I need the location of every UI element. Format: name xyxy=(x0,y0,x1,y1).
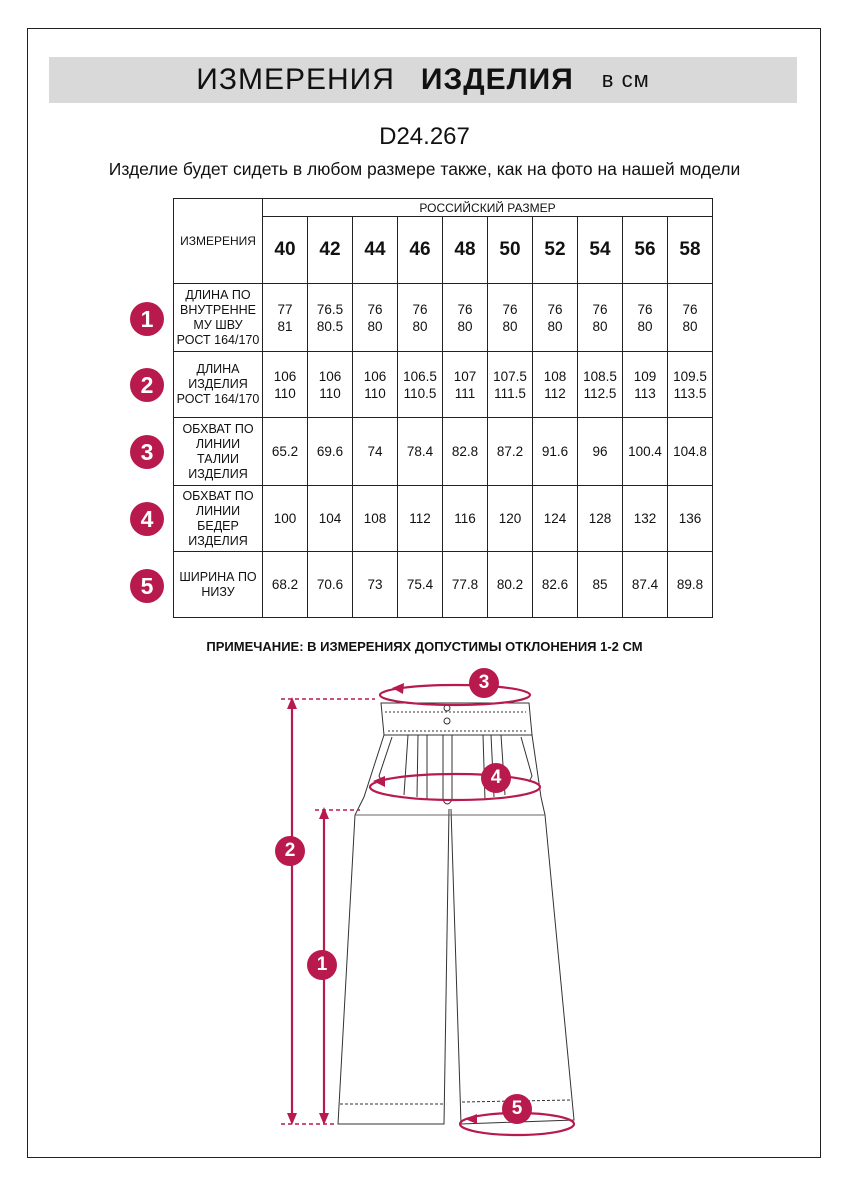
value-line: 91.6 xyxy=(541,444,569,459)
value-line: 109 xyxy=(633,368,657,384)
value-line: 112.5 xyxy=(583,385,617,401)
value-line: 80 xyxy=(547,318,563,334)
size-header: 44 xyxy=(353,217,398,284)
value-line: 110 xyxy=(319,385,341,401)
row-label-line: ИЗДЕЛИЯ xyxy=(188,533,248,548)
size-header: 56 xyxy=(623,217,668,284)
value-line: 120 xyxy=(498,511,522,526)
value-line: 76 xyxy=(412,301,428,317)
title-regular: ИЗМЕРЕНИЯ xyxy=(196,63,395,96)
row-label-line: БЕДЕР xyxy=(197,518,239,533)
value-line: 74 xyxy=(367,444,383,459)
size-header: 52 xyxy=(533,217,578,284)
value-line: 76 xyxy=(682,301,698,317)
value-line: 76 xyxy=(502,301,518,317)
product-code: D24.267 xyxy=(379,123,470,150)
row-label-line: ЛИНИИ xyxy=(195,436,241,451)
value-line: 112 xyxy=(544,385,566,401)
size-header: 54 xyxy=(578,217,623,284)
row-number-badge: 2 xyxy=(130,368,164,402)
size-header: 50 xyxy=(488,217,533,284)
size-header: 48 xyxy=(443,217,488,284)
row-label-line: ОБХВАТ ПО xyxy=(182,488,254,503)
value-line: 124 xyxy=(543,511,567,526)
value-line: 76.5 xyxy=(316,301,344,317)
value-line: 110 xyxy=(364,385,386,401)
value-line: 77 xyxy=(277,301,293,317)
arrow-heads xyxy=(287,683,477,1125)
value-line: 112 xyxy=(409,511,431,526)
diagram-marker: 5 xyxy=(502,1094,532,1124)
measure-header: ИЗМЕРЕНИЯ xyxy=(174,199,263,284)
row-label-line: МУ ШВУ xyxy=(193,317,243,332)
size-header: 46 xyxy=(398,217,443,284)
value-line: 80.2 xyxy=(496,577,524,592)
row-label-line: ДЛИНА xyxy=(196,362,240,376)
value-line: 87.4 xyxy=(631,577,659,592)
value-line: 80.5 xyxy=(316,318,344,334)
diagram-marker: 4 xyxy=(481,763,511,793)
value-line: 107.5 xyxy=(493,368,527,384)
value-line: 89.8 xyxy=(676,577,704,592)
value-line: 108 xyxy=(543,368,567,384)
value-line: 116 xyxy=(454,511,476,526)
value-line: 80 xyxy=(367,318,383,334)
row-number-badge: 5 xyxy=(130,569,164,603)
value-line: 109.5 xyxy=(673,368,707,384)
row-label-line: ВНУТРЕННЕ xyxy=(179,302,256,317)
row-label-line: РОСТ 164/170 xyxy=(176,332,260,347)
value-line: 111.5 xyxy=(494,385,526,401)
value-line: 111 xyxy=(454,385,476,401)
value-line: 106 xyxy=(318,368,342,384)
value-line: 70.6 xyxy=(316,577,344,592)
value-line: 96 xyxy=(592,444,608,459)
size-group-header: РОССИЙСКИЙ РАЗМЕР xyxy=(263,199,713,217)
value-line: 75.4 xyxy=(406,577,434,592)
value-line: 76 xyxy=(367,301,383,317)
value-line: 108 xyxy=(363,511,387,526)
value-line: 106 xyxy=(363,368,387,384)
row-label-line: ДЛИНА ПО xyxy=(185,287,251,302)
value-line: 78.4 xyxy=(406,444,434,459)
row-label-line: ТАЛИИ xyxy=(196,451,239,466)
diagram-marker: 1 xyxy=(307,950,337,980)
title-unit: в см xyxy=(601,67,650,92)
note: ПРИМЕЧАНИЕ: В ИЗМЕРЕНИЯХ ДОПУСТИМЫ ОТКЛОНЕНИЯ 1-2 СМ xyxy=(206,639,643,654)
value-line: 107 xyxy=(453,368,477,384)
value-line: 136 xyxy=(678,511,702,526)
value-line: 82.8 xyxy=(451,444,479,459)
value-line: 80 xyxy=(502,318,518,334)
value-line: 132 xyxy=(633,511,657,526)
value-line: 128 xyxy=(588,511,612,526)
value-line: 110.5 xyxy=(403,385,437,401)
size-header: 42 xyxy=(308,217,353,284)
value-line: 113 xyxy=(634,385,656,401)
value-line: 80 xyxy=(412,318,428,334)
row-label-line: ЛИНИИ xyxy=(195,503,241,518)
row-label-line: НИЗУ xyxy=(201,584,235,599)
size-header: 58 xyxy=(668,217,713,284)
value-line: 113.5 xyxy=(673,385,707,401)
value-line: 76 xyxy=(592,301,608,317)
value-line: 76 xyxy=(637,301,653,317)
value-line: 108.5 xyxy=(583,368,617,384)
row-label-line: ОБХВАТ ПО xyxy=(182,421,254,436)
value-line: 80 xyxy=(637,318,653,334)
row-number-badge: 1 xyxy=(130,302,164,336)
subtitle: Изделие будет сидеть в любом размере также, как на фото на нашей модели xyxy=(108,159,741,179)
value-line: 65.2 xyxy=(271,444,299,459)
diagram-marker: 3 xyxy=(469,668,499,698)
diagram-marker: 2 xyxy=(275,836,305,866)
row-number-badge: 3 xyxy=(130,435,164,469)
hip-ellipse xyxy=(370,774,540,800)
value-line: 104.8 xyxy=(673,444,707,459)
size-header: 40 xyxy=(263,217,308,284)
value-line: 85 xyxy=(592,577,608,592)
value-line: 80 xyxy=(592,318,608,334)
value-line: 69.6 xyxy=(316,444,344,459)
value-line: 77.8 xyxy=(451,577,479,592)
value-line: 87.2 xyxy=(496,444,524,459)
value-line: 76 xyxy=(547,301,563,317)
value-line: 76 xyxy=(457,301,473,317)
value-line: 80 xyxy=(682,318,698,334)
row-number-badge: 4 xyxy=(130,502,164,536)
row-label-line: РОСТ 164/170 xyxy=(176,392,260,406)
value-line: 104 xyxy=(318,511,342,526)
value-line: 100 xyxy=(273,511,297,526)
value-line: 81 xyxy=(277,318,293,334)
value-line: 68.2 xyxy=(271,577,299,592)
row-label-line: ИЗДЕЛИЯ xyxy=(188,377,248,391)
value-line: 80 xyxy=(457,318,473,334)
trousers-sketch xyxy=(338,703,574,1124)
value-line: 82.6 xyxy=(541,577,569,592)
title-bold: ИЗДЕЛИЯ xyxy=(420,63,574,96)
row-label-line: ШИРИНА ПО xyxy=(179,569,257,584)
row-label-line: ИЗДЕЛИЯ xyxy=(188,466,248,481)
value-line: 100.4 xyxy=(628,444,662,459)
value-line: 73 xyxy=(367,577,383,592)
value-line: 110 xyxy=(274,385,296,401)
value-line: 106.5 xyxy=(403,368,437,384)
value-line: 106 xyxy=(273,368,297,384)
